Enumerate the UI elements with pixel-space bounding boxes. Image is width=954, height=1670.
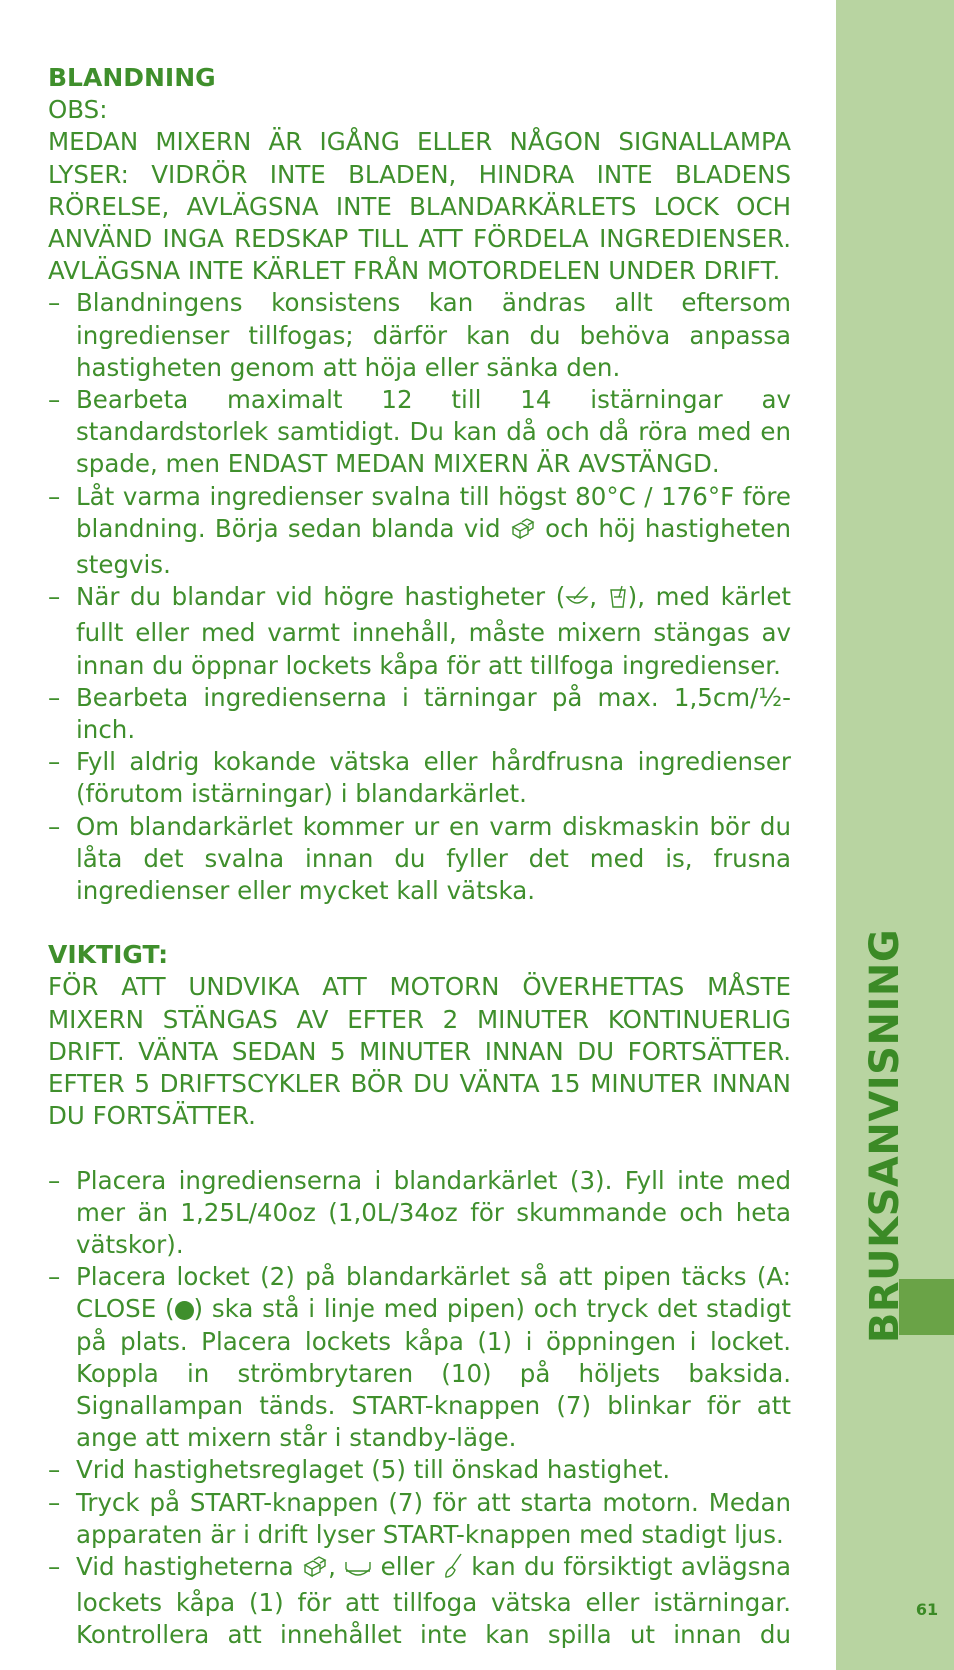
list-item: – Bearbeta maximalt 12 till 14 istärningar av standardstorlek samtidigt. Du kan då och då röra med en spade, men ENDAST MEDAN MIXERN ÄR AVSTÄNGD. [48, 384, 791, 481]
list-item [48, 481, 791, 582]
ice-cubes-icon [510, 517, 536, 549]
page-number: 61 [915, 1600, 939, 1619]
sidebar-title: BRUKSANVISNING [862, 928, 908, 1344]
list-item: – Blandningens konsistens kan ändras allt eftersom ingredienser tillfogas; därför kan du behöva anpassa hastigheten genom att höja eller sänka den. [48, 287, 791, 384]
section-heading-viktigt: VIKTIGT: [48, 940, 169, 970]
bowl-icon [344, 1555, 372, 1587]
list-item-text: eller [380, 1551, 435, 1581]
list-item-text: Vid hastigheterna [76, 1551, 294, 1581]
list-item-text: kan du försiktigt avlägsna lockets kåpa (1) för att tillfoga vätska eller istärningar. Kontrollera att innehållet inte kan spilla ut innan du [76, 1551, 792, 1650]
list-item-text: Placera locket (2) på blandarkärlet så att pipen täcks (A: CLOSE ( [76, 1262, 791, 1324]
list-item-text: och höj hastigheten stegvis. [76, 513, 791, 580]
instruction-list [48, 287, 791, 907]
sidebar [836, 0, 954, 1670]
list-item [48, 581, 791, 682]
ice-cubes-icon [302, 1555, 328, 1587]
list-item: – Placera ingredienserna i blandarkärlet (3). Fyll inte med mer än 1,25L/40oz (1,0L/34oz för skummande och heta vätskor). [48, 1165, 791, 1262]
warning-text: MEDAN MIXERN ÄR IGÅNG ELLER NÅGON SIGNALLAMPA LYSER: VIDRÖR INTE BLADEN, HINDRA INTE BLADENS RÖRELSE, AVLÄGSNA INTE BLANDARKÄRLETS LOCK OCH ANVÄND INGA REDSKAP TILL ATT FÖRDELA INGREDIENSER. AVLÄGSNA INTE KÄRLET FRÅN MOTORDELEN UNDER DRIFT. [48, 127, 791, 286]
list-item: – Om blandarkärlet kommer ur en varm diskmaskin bör du låta det svalna innan du fyller det med is, frusna ingredienser eller mycket kall vätska. [48, 811, 791, 908]
list-item-text: När du blandar vid högre hastigheter ( [76, 582, 566, 612]
list-item: – Bearbeta ingredienserna i tärningar på max. 1,5cm/½-inch. [48, 682, 791, 746]
list-item [48, 1551, 791, 1652]
list-item: – Fyll aldrig kokande vätska eller hårdfrusna ingredienser (förutom istärningar) i blandarkärlet. [48, 746, 791, 810]
list-item-text: ) ska stå i linje med pipen) och tryck det stadigt på plats. Placera lockets kåpa (1) i öppningen i locket. Koppla in strömbrytaren (10) på höljets baksida. Signallampan tänds. START-knappen (7) blinkar för att ange att mixern står i standby-läge. [76, 1294, 792, 1453]
instruction-list [48, 1165, 791, 1652]
list-item-text: Låt varma ingredienser svalna till högst 80°C / 176°F före blandning. Börja sedan blanda vid [76, 481, 791, 543]
whisk-icon [443, 1553, 463, 1587]
close-dot-icon [175, 1301, 194, 1320]
list-item [48, 1261, 791, 1454]
separator: , [589, 582, 598, 612]
warning-text: FÖR ATT UNDVIKA ATT MOTORN ÖVERHETTAS MÅSTE MIXERN STÄNGAS AV EFTER 2 MINUTER KONTINUERLIG DRIFT. VÄNTA SEDAN 5 MINUTER INNAN DU FORTSÄTTER. EFTER 5 DRIFTSCYKLER BÖR DU VÄNTA 15 MINUTER INNAN DU FORTSÄTTER. [48, 972, 791, 1131]
bowl-spoon-icon [565, 585, 589, 617]
separator: , [328, 1551, 336, 1581]
section-heading-blandning: BLANDNING [48, 63, 216, 92]
glass-icon [608, 585, 628, 617]
main-content [48, 62, 791, 1652]
list-item: – Vrid hastighetsreglaget (5) till önskad hastighet. [48, 1454, 791, 1486]
list-item-text: ), med kärlet fullt eller med varmt innehåll, måste mixern stängas av innan du öppnar lockets kåpa för att tillfoga ingredienser. [76, 582, 791, 680]
list-item: – Tryck på START-knappen (7) för att starta motorn. Medan apparaten är i drift lyser START-knappen med stadigt ljus. [48, 1487, 791, 1551]
obs-label: OBS: [48, 95, 108, 125]
